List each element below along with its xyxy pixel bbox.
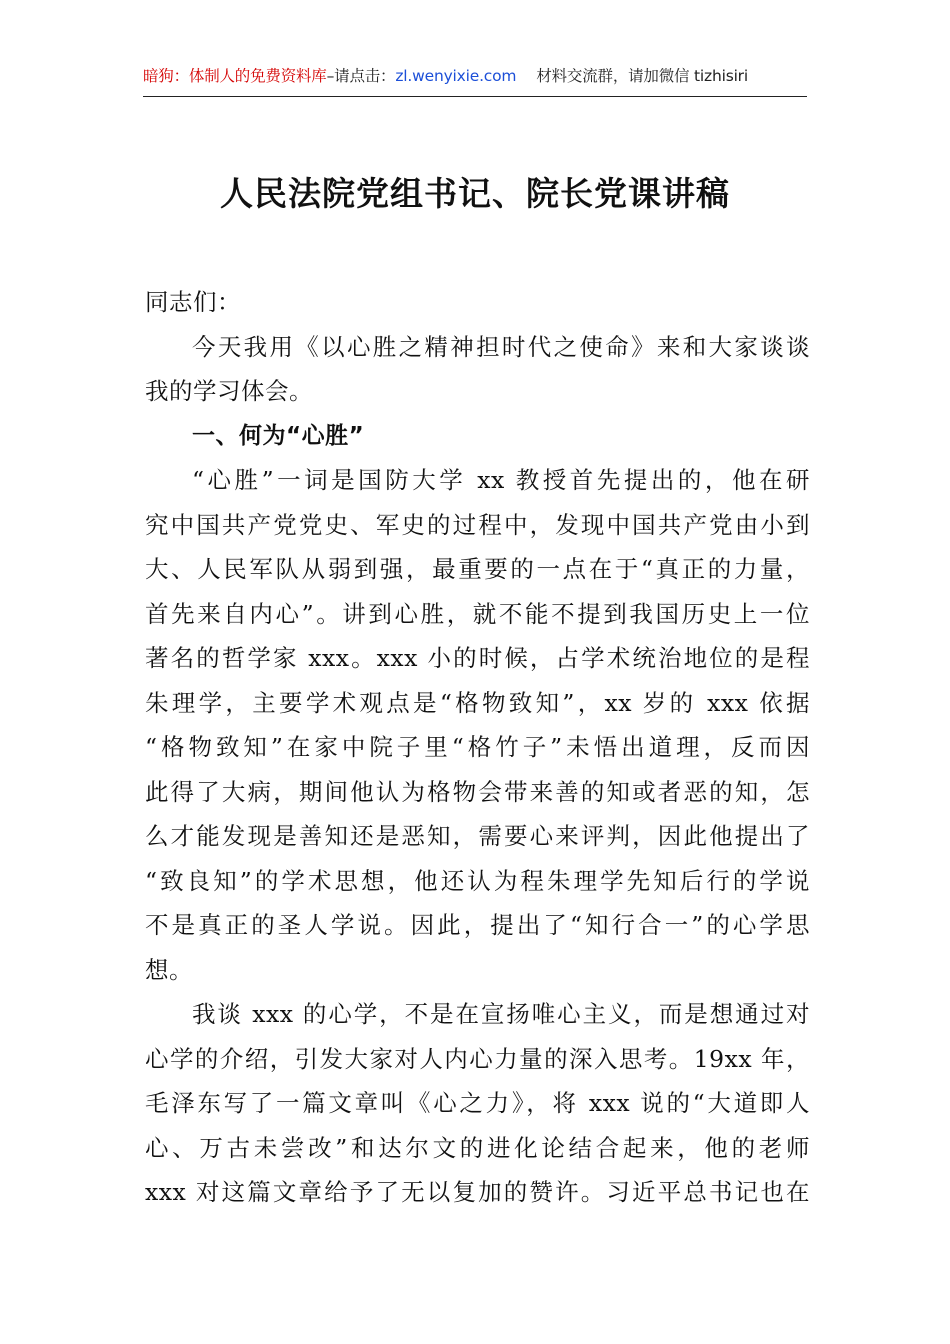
body-line: 今天我用《以心胜之精神担时代之使命》来和大家谈谈 bbox=[192, 332, 810, 361]
document-title: 人民法院党组书记、院长党课讲稿 bbox=[220, 174, 730, 213]
header-group-note: 材料交流群，请加微信 tizhisiri bbox=[536, 67, 748, 85]
body-line: 不是真正的圣人学说。因此，提出了“知行合一”的心学思 bbox=[145, 911, 810, 939]
body-line: “心胜”一词是国防大学 xx 教授首先提出的，他在研 bbox=[192, 466, 810, 494]
body-line: 究中国共产党党史、军史的过程中，发现中国共产党由小到 bbox=[145, 510, 810, 539]
body-line: 朱理学，主要学术观点是“格物致知”，xx 岁的 xxx 依据 bbox=[145, 688, 810, 717]
body-line: 首先来自内心”。讲到心胜，就不能不提到我国历史上一位 bbox=[145, 599, 810, 628]
page-header bbox=[143, 64, 807, 97]
body-line: 心、万古未尝改”和达尔文的进化论结合起来，他的老师 bbox=[145, 1133, 810, 1162]
body-line: 大、人民军队从弱到强，最重要的一点在于“真正的力量， bbox=[145, 555, 810, 583]
header-site-name: 暗狗：体制人的免费资料库 bbox=[143, 67, 327, 85]
section-heading: 一、何为“心胜” bbox=[192, 422, 365, 449]
body-line: xxx 对这篇文章给予了无以复加的赞许。习近平总书记也在 bbox=[145, 1178, 810, 1206]
document-body bbox=[145, 280, 810, 1215]
body-line: 心学的介绍，引发大家对人内心力量的深入思考。19xx 年， bbox=[145, 1044, 810, 1073]
body-line: 想。 bbox=[145, 955, 193, 984]
body-line: 著名的哲学家 xxx。xxx 小的时候，占学术统治地位的是程 bbox=[145, 644, 810, 672]
body-line: 此得了大病，期间他认为格物会带来善的知或者恶的知，怎 bbox=[145, 777, 810, 806]
body-line: 我谈 xxx 的心学，不是在宣扬唯心主义，而是想通过对 bbox=[192, 1000, 810, 1028]
header-url-link[interactable]: zl.wenyixie.com bbox=[395, 67, 517, 85]
body-line: 毛泽东写了一篇文章叫《心之力》，将 xxx 说的“大道即人 bbox=[145, 1089, 810, 1117]
body-line: 我的学习体会。 bbox=[145, 377, 313, 405]
header-link-prefix: –请点击： bbox=[326, 67, 396, 85]
body-line: 么才能发现是善知还是恶知，需要心来评判，因此他提出了 bbox=[145, 822, 810, 850]
body-line: “致良知”的学术思想，他还认为程朱理学先知后行的学说 bbox=[145, 866, 810, 895]
salutation: 同志们： bbox=[145, 288, 241, 316]
body-line: “格物致知”在家中院子里“格竹子”未悟出道理，反而因 bbox=[145, 733, 810, 761]
